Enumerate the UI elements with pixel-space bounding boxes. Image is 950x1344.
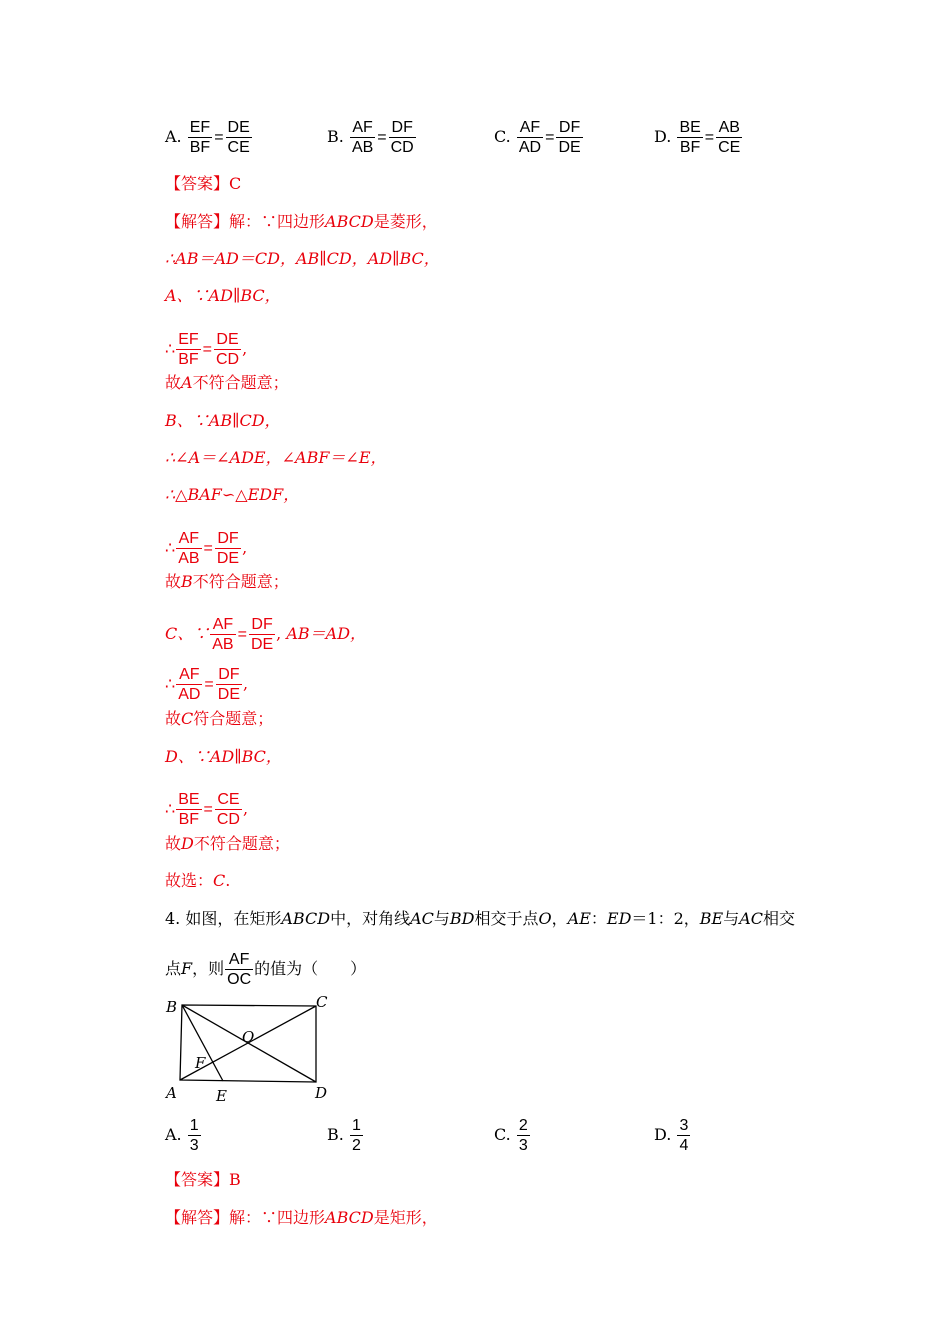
equals: = bbox=[377, 129, 387, 146]
q3-option-c[interactable] bbox=[494, 118, 584, 157]
punct: , bbox=[242, 538, 248, 557]
answer-tag: 【答案】 bbox=[165, 1170, 230, 1189]
text: 不符合题意； bbox=[192, 572, 289, 591]
option-label: B. bbox=[327, 1125, 344, 1144]
text: 解：∵四边形 bbox=[229, 1208, 326, 1227]
q3-analysis-line-7: ∴∠A＝∠ADE，∠ABF＝∠E， bbox=[165, 448, 387, 467]
frac-den: BF bbox=[178, 351, 199, 368]
q3-analysis-line-9 bbox=[165, 529, 247, 568]
equals: = bbox=[237, 626, 247, 643]
frac-den: DE bbox=[217, 686, 240, 703]
answer-value: B bbox=[229, 1170, 241, 1189]
q4-option-c[interactable] bbox=[494, 1116, 531, 1155]
therefore: ∴ bbox=[165, 674, 176, 693]
math-var: D bbox=[181, 834, 194, 853]
text: 故 bbox=[165, 572, 182, 591]
frac-den: CE bbox=[227, 139, 250, 156]
option-label: D. bbox=[654, 127, 672, 146]
frac-num: 1 bbox=[351, 1117, 361, 1134]
frac-num: CE bbox=[215, 790, 242, 810]
text: 相交 bbox=[763, 909, 796, 928]
text: 如图，在矩形 bbox=[185, 909, 282, 928]
text: 不符合题意； bbox=[193, 834, 290, 853]
frac-den: DE bbox=[216, 550, 240, 567]
label-f: F bbox=[195, 1054, 206, 1072]
q3-analysis-line-1 bbox=[165, 212, 438, 232]
frac-den: BF bbox=[189, 139, 211, 156]
q3-analysis-line-10 bbox=[165, 572, 289, 592]
answer-value: C bbox=[229, 174, 242, 193]
math-var: F bbox=[181, 959, 193, 978]
frac-den: AB bbox=[178, 550, 200, 567]
frac-den: AB bbox=[212, 636, 234, 653]
q4-option-d[interactable] bbox=[654, 1116, 691, 1155]
equals: = bbox=[204, 676, 214, 693]
math-var: ABCD bbox=[281, 909, 331, 928]
punct: , bbox=[242, 339, 248, 358]
option-label: C. bbox=[494, 1125, 511, 1144]
frac-num: DF bbox=[249, 615, 275, 635]
q3-option-b[interactable] bbox=[327, 118, 417, 157]
equals: = bbox=[704, 129, 715, 146]
frac-den: AB bbox=[351, 139, 374, 156]
therefore: ∴ bbox=[165, 799, 176, 818]
frac-den: CE bbox=[718, 139, 741, 156]
math-var: AC bbox=[410, 909, 434, 928]
frac-num: DF bbox=[389, 118, 416, 138]
text: 不符合题意； bbox=[192, 373, 289, 392]
frac-num: AF bbox=[350, 118, 375, 138]
text: ，则 bbox=[192, 959, 225, 978]
q3-analysis-line-11 bbox=[165, 615, 366, 654]
frac-den: 2 bbox=[351, 1137, 361, 1154]
text: . bbox=[225, 871, 231, 890]
label-o: O bbox=[242, 1028, 255, 1046]
q3-analysis-line-3: A、∵AD∥BC， bbox=[165, 286, 281, 305]
text: 点 bbox=[165, 959, 182, 978]
q3-analysis-line-8: ∴△BAF∽△EDF， bbox=[165, 485, 300, 504]
frac-num: EF bbox=[189, 119, 211, 136]
equals: = bbox=[202, 341, 212, 358]
frac-den: CD bbox=[390, 139, 414, 156]
frac-den: 4 bbox=[679, 1137, 689, 1154]
frac-den: OC bbox=[227, 971, 252, 988]
frac-den: CD bbox=[215, 351, 240, 368]
q3-analysis-line-2: ∴AB＝AD＝CD，AB∥CD，AD∥BC， bbox=[165, 249, 440, 268]
math-var: B bbox=[181, 572, 193, 591]
q3-analysis-line-14: D、∵AD∥BC， bbox=[165, 747, 282, 766]
q3-analysis-line-12 bbox=[165, 665, 248, 704]
math-var: ABCD bbox=[325, 1208, 374, 1227]
q3-analysis-line-15 bbox=[165, 790, 248, 829]
q3-option-d[interactable] bbox=[654, 118, 743, 157]
frac-num: DF bbox=[215, 529, 241, 549]
option-label: B. bbox=[327, 127, 344, 146]
equals: = bbox=[545, 129, 555, 146]
frac-num: AF bbox=[225, 950, 253, 970]
punct: , bbox=[242, 799, 249, 818]
analysis-tag: 【解答】 bbox=[165, 1208, 230, 1227]
punct: , bbox=[243, 674, 249, 693]
math-var: C bbox=[213, 871, 226, 890]
q4-answer-line bbox=[165, 1170, 241, 1190]
therefore: ∴ bbox=[165, 538, 176, 557]
frac-den: DE bbox=[558, 139, 581, 156]
label-b: B bbox=[166, 998, 178, 1016]
frac-den: 3 bbox=[518, 1137, 528, 1154]
text: 与 bbox=[433, 909, 450, 928]
math-var: BD bbox=[449, 909, 475, 928]
frac-den: DE bbox=[250, 636, 274, 653]
question-number: 4. bbox=[165, 909, 181, 928]
frac-num: DE bbox=[214, 330, 241, 350]
math-var: AC bbox=[739, 909, 764, 928]
math-var: ABCD bbox=[325, 212, 374, 231]
text: 中，对角线 bbox=[330, 909, 411, 928]
frac-num: AF bbox=[210, 615, 235, 635]
q4-analysis-line-1 bbox=[165, 1208, 438, 1228]
rectangle-figure bbox=[160, 990, 340, 1108]
text: 故 bbox=[165, 373, 182, 392]
q3-analysis-line-17 bbox=[165, 871, 230, 891]
text: ： bbox=[590, 909, 607, 928]
q3-analysis-line-6: B、∵AB∥CD， bbox=[165, 411, 281, 430]
q3-option-a[interactable] bbox=[165, 118, 253, 157]
q4-option-b[interactable] bbox=[327, 1116, 364, 1155]
equals: = bbox=[203, 801, 213, 818]
q3-analysis-line-5 bbox=[165, 373, 289, 393]
frac-num: AF bbox=[176, 529, 201, 549]
label-d: D bbox=[315, 1084, 328, 1102]
text: 故选： bbox=[165, 871, 214, 890]
frac-den: AD bbox=[518, 139, 542, 156]
text: 符合题意； bbox=[193, 709, 274, 728]
option-label: C. bbox=[494, 127, 511, 146]
q4-stem-line-2 bbox=[165, 950, 366, 989]
text: 的值为（ ） bbox=[254, 959, 367, 978]
frac-num: 1 bbox=[189, 1117, 199, 1134]
frac-num: AF bbox=[517, 118, 543, 138]
option-label: D. bbox=[654, 1125, 672, 1144]
math-var: AE bbox=[567, 909, 591, 928]
therefore: ∴ bbox=[165, 339, 176, 358]
label-a: A bbox=[166, 1084, 177, 1102]
text: 是矩形， bbox=[373, 1208, 438, 1227]
q3-analysis-line-13 bbox=[165, 709, 273, 729]
frac-den: BF bbox=[679, 139, 701, 156]
equals: = bbox=[214, 129, 224, 146]
frac-num: BE bbox=[178, 791, 200, 808]
label-c: C bbox=[316, 993, 328, 1011]
text: 相交于点 bbox=[474, 909, 539, 928]
option-label: A. bbox=[165, 127, 182, 146]
q3-answer-line bbox=[165, 174, 241, 194]
frac-den: 3 bbox=[189, 1137, 199, 1154]
text: 是菱形， bbox=[373, 212, 438, 231]
frac-den: AD bbox=[178, 686, 201, 703]
text: ， bbox=[551, 909, 568, 928]
text: AB＝AD， bbox=[286, 624, 367, 643]
q4-option-a[interactable] bbox=[165, 1116, 202, 1155]
q4-stem-line-1 bbox=[165, 909, 795, 929]
text: 故 bbox=[165, 709, 182, 728]
math-var: ED bbox=[606, 909, 632, 928]
equals: = bbox=[203, 540, 213, 557]
frac-num: DE bbox=[227, 119, 250, 136]
frac-num: DF bbox=[556, 118, 582, 138]
text: ＝1：2， bbox=[631, 909, 700, 928]
text: 解：∵四边形 bbox=[229, 212, 326, 231]
answer-tag: 【答案】 bbox=[165, 174, 230, 193]
math-var: A bbox=[181, 373, 193, 392]
text: C、∵ bbox=[165, 624, 210, 643]
frac-num: BE bbox=[679, 119, 701, 136]
q3-analysis-line-16 bbox=[165, 834, 290, 854]
frac-num: AB bbox=[716, 118, 742, 138]
option-label: A. bbox=[165, 1125, 182, 1144]
frac-den: CD bbox=[216, 811, 240, 828]
frac-num: AF bbox=[176, 665, 202, 685]
punct: , bbox=[276, 624, 282, 643]
math-var: O bbox=[538, 909, 552, 928]
frac-num: 2 bbox=[518, 1117, 528, 1134]
text: 与 bbox=[723, 909, 740, 928]
label-e: E bbox=[216, 1087, 227, 1105]
math-var: C bbox=[181, 709, 194, 728]
frac-num: EF bbox=[178, 331, 199, 348]
analysis-tag: 【解答】 bbox=[165, 212, 230, 231]
frac-num: DF bbox=[216, 665, 242, 685]
frac-num: 3 bbox=[679, 1117, 689, 1134]
frac-den: BF bbox=[178, 811, 200, 828]
q3-analysis-line-4 bbox=[165, 330, 247, 369]
text: 故 bbox=[165, 834, 182, 853]
math-var: BE bbox=[699, 909, 724, 928]
